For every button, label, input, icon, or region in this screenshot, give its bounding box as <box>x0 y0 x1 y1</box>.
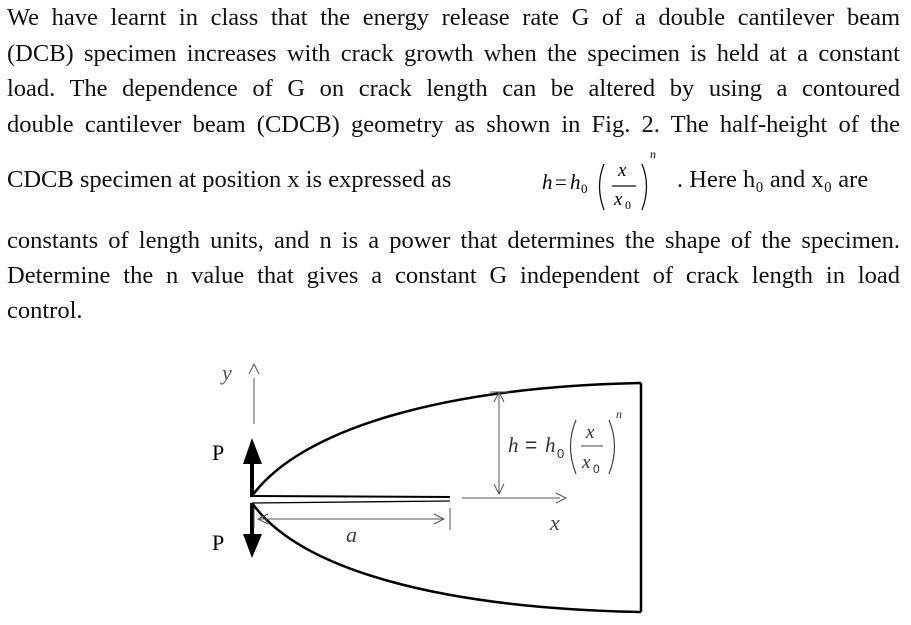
x-axis-label: x <box>550 510 560 535</box>
fig-eq-den-sub: 0 <box>593 462 600 476</box>
text-line-2: (DCB) specimen increases with crack growth when the specimen is held at a constant <box>7 40 900 67</box>
fig-eq-equals: = <box>525 434 538 457</box>
text-line-8: control. <box>7 297 83 324</box>
y-axis-label: y <box>222 360 232 385</box>
eq-den-sub: 0 <box>625 198 631 212</box>
fig-eq-right-paren <box>609 420 615 474</box>
eq-lhs: h <box>542 170 553 194</box>
eq-h0: h <box>570 170 581 194</box>
eq-equals: = <box>555 170 567 194</box>
load-arrow-up-head <box>243 438 262 464</box>
eq-denominator: x <box>614 189 623 210</box>
specimen-upper-contour <box>252 383 641 496</box>
load-arrow-down-head <box>243 534 262 558</box>
figure-equation <box>508 407 622 476</box>
fig-eq-lhs: h <box>508 433 519 457</box>
fig-eq-exponent: n <box>616 407 622 421</box>
eq-h0-sub: 0 <box>581 181 588 196</box>
text-line-4: double cantilever beam (CDCB) geometry as shown in Fig. 2. The half-height of the <box>7 111 900 138</box>
fig-eq-left-paren <box>571 420 577 474</box>
fig-eq-denominator: x <box>582 452 591 473</box>
eq-exponent: n <box>650 147 656 161</box>
fig-eq-h0: h <box>545 433 556 457</box>
fig-eq-numerator: x <box>586 422 595 443</box>
load-label-bottom: P <box>212 530 225 555</box>
text-line-5-pre: CDCB specimen at position x is expressed as <box>7 166 452 193</box>
text-line-7: Determine the n value that gives a constant G independent of crack length in load <box>7 262 900 289</box>
text-line-5-post: . Here h₀ and x₀ are <box>677 166 869 193</box>
crack-lower-face <box>252 501 450 503</box>
text-line-6: constants of length units, and n is a power that determines the shape of the specimen. <box>7 227 900 254</box>
y-axis-arrowhead <box>249 364 259 374</box>
load-label-top: P <box>212 440 225 465</box>
text-line-3: load. The dependence of G on crack length can be altered by using a contoured <box>7 75 900 102</box>
crack-upper-face <box>252 496 450 497</box>
crack-length-label: a <box>346 522 357 547</box>
fig-eq-h0-sub: 0 <box>557 446 565 461</box>
text-line-1: We have learnt in class that the energy release rate G of a double cantilever beam <box>7 4 900 31</box>
eq-numerator: x <box>618 160 627 181</box>
